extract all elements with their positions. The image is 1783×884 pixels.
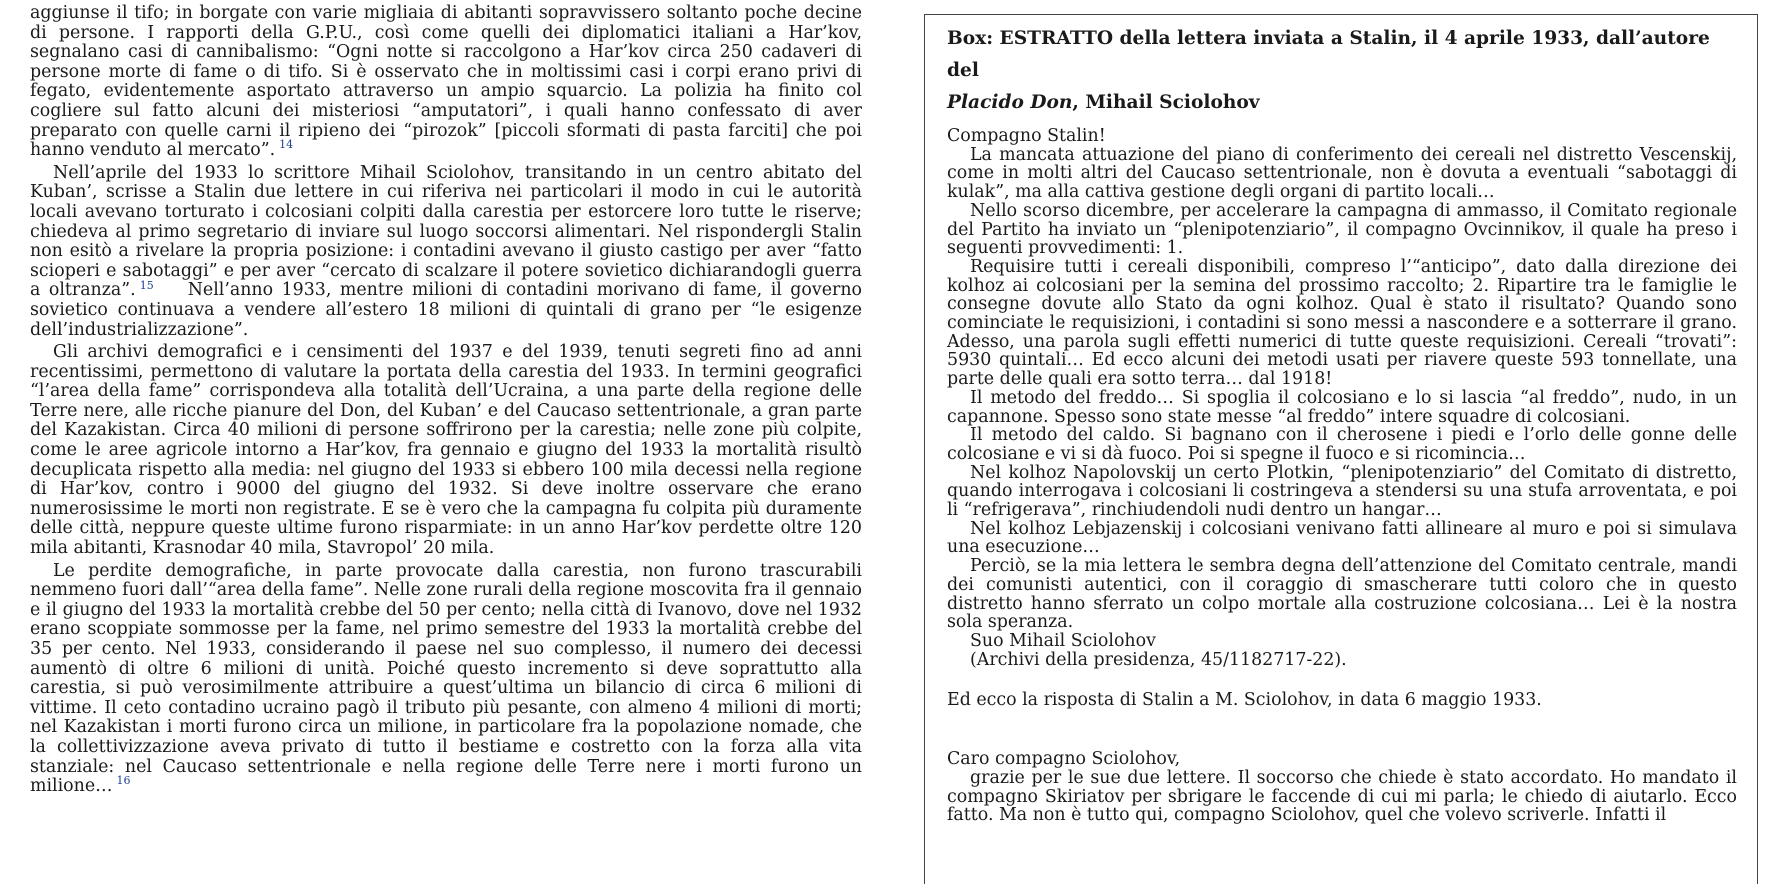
paragraph-4 (30, 562, 862, 797)
paragraph-3: Gli archivi demografici e i censimenti del 1937 e del 1939, tenuti segreti fino ad anni recentissimi, permettono di valutare la portata della carestia del 1933. In termini geografici “l’area della fame” corrispondeva alla totalità dell’Ucraina, a una parte della regione delle Terre nere, alle ricche pianure del Don, del Kuban’ e del Caucaso settentrionale, a gran parte del Kazakistan. Circa 40 milioni di persone soffrirono per la carestia; nelle zone più colpite, come le aree agricole intorno a Har’kov, fra gennaio e giugno del 1933 la mortalità risultò decuplicata rispetto alla media: nel giugno del 1933 si ebbero 100 mila decessi nella regione di Har’kov, contro i 9000 del giugno del 1932. Si deve inoltre osservare che erano numerosissime le morti non registrate. E se è vero che la campagna fu colpita più duramente delle città, neppure queste ultime furono risparmiate: in un anno Har’kov perdette oltre 120 mila abitanti, Krasnodar 40 mila, Stavropol’ 20 mila. (30, 342, 862, 559)
box-title-suffix: , Mihail Sciolohov (1072, 92, 1260, 113)
reply-body: grazie per le sue due lettere. Il soccorso che chiede è stato accordato. Ho mandato il compagno Skiriatov per sbrigare le faccende di cui mi parla; le chiedo di aiutarlo. Ecco fatto. Ma non è tutto qui, compagno Sciolohov, quel che volevo scriverle. Infatti il (947, 767, 1737, 826)
letter-paragraph-8: Perciò, se la mia lettera le sembra degna dell’attenzione del Comitato centrale, mandi dei comunisti autentici, con il coraggio di smascherare tutti coloro che in questo distretto hanno sferrato un colpo mortale alla costruzione colcosiana… Lei è la nostra sola speranza. (947, 556, 1737, 633)
footnote-ref-15[interactable]: 15 (139, 278, 154, 292)
paragraph-1-text: aggiunse il tifo; in borgate con varie migliaia di abitanti sopravvissero soltanto poche decine di persone. I rapporti della G.P.U., così come quelli dei diplomatici italiani a Har’kov, segnalano casi di cannibalismo: “Ogni notte si raccolgono a Har’kov circa 250 cadaveri di persone morte di fame o di tifo. Si è osservato che in moltissimi casi i corpi erano privi di fegato, evidentemente asportato attraverso un ampio squarcio. La polizia ha finito col cogliere sul fatto alcuni dei misteriosi “amputatori”, i quali hanno confessato di aver preparato con quelle carni il ripieno dei “pirozok” [piccoli sformati di pasta farciti] che poi hanno venduto al mercato”. (30, 3, 862, 161)
main-text-column (30, 4, 862, 797)
box-title (947, 23, 1737, 119)
letter-paragraph-3: Requisire tutti i cereali disponibili, compreso l’“anticipo”, dato dalla direzione dei kolhoz ai colcosiani per la semina del prossimo raccolto; 2. Ripartire tra le famiglie le consegne dovute allo Stato da ogni kolhoz. Qual è stato il risultato? Quando sono cominciate le requisizioni, i contadini si sono messi a nascondere e a sotterrare il grano. Adesso, una parola sugli effetti numerici di tutte queste requisizioni. Cereali “trovati”: 5930 quintali… Ed ecco alcuni dei metodi usati per riavere queste 593 tonnellate, una parte delle quali era sotto terra… dal 1918! (947, 256, 1737, 390)
letter-source: (Archivi della presidenza, 45/1182717-22). (970, 649, 1347, 670)
paragraph-2 (30, 164, 862, 340)
letter-salutation: Compagno Stalin! (947, 126, 1106, 146)
letter-paragraph-5: Il metodo del caldo. Si bagnano con il cherosene i piedi e l’orlo delle gonne delle colcosiane e vi si dà fuoco. Poi si spegne il fuoco e si ricomincia… (947, 425, 1737, 464)
reply-salutation: Caro compagno Sciolohov, (947, 749, 1181, 770)
paragraph-1 (30, 4, 862, 161)
letter-paragraph-1: La mancata attuazione del piano di conferimento dei cereali nel distretto Vescenskij, come in molti altri del Caucaso settentrionale, non è dovuta a eventuali “sabotaggi di kulak”, ma alla cattiva gestione degli organi di partito locali… (947, 144, 1737, 203)
letter-box (924, 14, 1758, 884)
reply-intro: Ed ecco la risposta di Stalin a M. Sciolohov, in data 6 maggio 1933. (947, 690, 1542, 711)
letter-paragraph-4: Il metodo del freddo… Si spoglia il colcosiano e lo si lascia “al freddo”, nudo, in un capannone. Spesso sono state messe “al freddo” intere squadre di colcosiani. (947, 387, 1737, 427)
paragraph-2-text-a: Nell’aprile del 1933 lo scrittore Mihail Sciolohov, transitando in un centro abitato del Kuban’, scrisse a Stalin due lettere in cui riferiva nei particolari il modo in cui le autorità locali avevano torturato i colcosiani colpiti dalla carestia per estorcere loro tutte le riserve; chiedeva al primo segretario di inviare sul luogo soccorsi alimentari. Nel rispondergli Stalin non esitò a rivelare la propria posizione: i contadini avevano il giusto castigo per aver “fatto scioperi e sabotaggi” e per aver “cercato di scalzare il potere sovietico dichiarandogli guerra a oltranza”. (30, 162, 862, 301)
box-title-book: Placido Don (947, 92, 1073, 113)
letter-paragraph-7: Nel kolhoz Lebjazenskij i colcosiani venivano fatti allineare al muro e poi si simulava una esecuzione… (947, 518, 1737, 558)
footnote-ref-14[interactable]: 14 (279, 138, 294, 152)
paragraph-2-text-b: Nell’anno 1933, mentre milioni di contadini morivano di fame, il governo sovietico continuava a vendere all’estero 18 milioni di quintali di grano per “le esigenze dell’industrializzazione”. (30, 280, 863, 340)
letter-signature: Suo Mihail Sciolohov (970, 630, 1156, 651)
letter-paragraph-2: Nello scorso dicembre, per accelerare la campagna di ammasso, il Comitato regionale del Partito ha inviato un “plenipotenziario”, il compagno Ovcinnikov, il quale ha preso i seguenti provvedimenti: 1. (947, 200, 1737, 259)
paragraph-4-text: Le perdite demografiche, in parte provocate dalla carestia, non furono trascurabili nemmeno fuori dall’“area della fame”. Nelle zone rurali della regione moscovita fra il gennaio e il giugno del 1933 la mortalità crebbe del 50 per cento; nella città di Ivanovo, dove nel 1932 erano scoppiate sommosse per la fame, nel primo semestre del 1933 la mortalità crebbe del 35 per cento. Nel 1933, considerando il paese nel suo complesso, il numero dei decessi aumentò di oltre 6 milioni di unità. Poiché questo incremento si deve soprattutto alla carestia, si può verosimilmente attribuire a quest’ultima un bilancio di circa 6 milioni di vittime. Il ceto contadino ucraino pagò il tributo più pesante, con almeno 4 milioni di morti; nel Kazakistan i morti furono circa un milione, in particolare fra la popolazione nomade, che la collettivizzazione aveva privato di tutto il bestiame e costretto con la forza alla vita stanziale: nel Caucaso settentrionale e nella regione delle Terre nere i morti furono un milione… (30, 560, 862, 797)
letter-paragraph-6: Nel kolhoz Napolovskij un certo Plotkin, “plenipotenziario” del Comitato di distretto, quando interrogava i colcosiani li costringeva a stendersi su una stufa arroventata, e poi li “refrigerava”, rinchiudendoli nudi dentro un hangar… (947, 462, 1737, 521)
footnote-ref-16[interactable]: 16 (116, 774, 131, 788)
box-title-prefix: Box: ESTRATTO della lettera inviata a Stalin, il 4 aprile 1933, dall’autore del (947, 28, 1710, 81)
